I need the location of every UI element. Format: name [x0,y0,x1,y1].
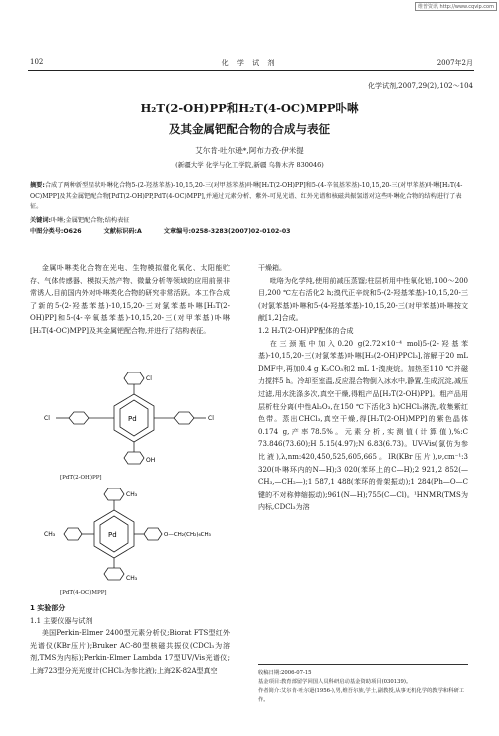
struct1-metal: Pd [128,415,137,423]
synthesis-paragraph: 在三颈瓶中加入0.20 g(2.72×10⁻⁴ mol)5-(2-羟基苯基)-10,15,20-三(对氯苯基)卟啉[H₂(2-OH)PPCl₃],溶解于20 mL DMF中,再加0.4 g K₂CO₃和2 mL 1-溴庚烷。加热至110 ℃并磁力搅拌5 h。冷却至室温,反应混合物倒入冰水中,静置,生成沉淀,减压过滤,用水洗涤多次,真空干燥,得粗产品[H₂T(2-OH)PP]。粗产品用层析柱分离(中性Al₂O₃,在150 ℃下活化3 h)CHCl₃淋洗,收集紫红色带。蒸出CHCl₃,真空干燥,得[H₂T(2-OH)MPP]的紫色晶体0.174 g,产率78.5%。元素分析,实测值(计算值),%:C 73.846(73.60);H 5.15(4.97);N 6.83(6.73)。UV-Vis(氯仿为参比液),λ,nm:420,450,525,605,665。IR(KBr压片),ν,cm⁻¹:3 320(卟啉环内的N—H);3 020(苯环上的C—H);2 921,2 852(—CH₃,—CH₂—);1 587,1 488(苯环的骨架振动);1 284(Ph—O—C键的不对称伸缩振动);961(N—H);755(C—Cl)。¹HNMR(TMS为内标,CDCl₃为溶 [258,339,468,512]
fund-info: 基金项目:教育部留学回国人员科研启动基金资助项目(030139)。 [258,679,412,685]
affiliation: (新疆大学 化学与化工学院,新疆 乌鲁木齐 830046) [175,161,324,169]
keywords [30,215,129,224]
header-rule [28,70,474,71]
struct2-label: [PdT(4-OC)MPP] [60,590,107,596]
abstract [30,181,470,213]
reagents-paragraph: 吡咯为化学纯,使用前减压蒸馏;柱层析用中性氧化铝,100～200目,200 ℃左右活化2 h;溴代正辛烷和5-(2-羟基苯基)-10,15,20-三(对氯苯基)卟啉和5-(4-羟基苯基)-10,15,20-三(对甲苯基)卟啉按文献[1,2]合成。 [258,276,468,323]
classification [30,226,470,235]
struct1-label: [PdT(2-OH)PP] [60,475,102,481]
footnote [258,664,468,705]
authors: 艾尔肯·吐尔逊*,阿布力孜·伊米提 [195,146,304,155]
experimental-section [30,602,230,678]
document-code: 文献标识码:A [103,228,142,235]
keywords-text: 卟啉;金属钯配合物;结构表征 [51,217,130,224]
struct2-sub-bottom: CH₃ [126,575,138,582]
struct1-sub-left: Cl [44,415,50,422]
struct1-phenol: OH [146,457,156,464]
struct1-sub-top: Cl [146,375,152,382]
section-1-heading: 1 实验部分 [30,604,66,612]
watermark: 维普资讯 http://www.cqvip.com [415,2,497,11]
right-para-1: 干燥箱。 [258,264,286,272]
journal-name: 化 学 试 剂 [221,59,278,67]
struct1-sub-right: Cl [208,415,214,422]
intro-paragraph: 金属卟啉类化合物在光电、生物模拟催化氧化、太阳能贮存、气体传感器、模拟天然产物、微量分析等领域的应用前景非常诱人,目前国内外对卟啉类化合物的研究非常活跃。本工作合成了新的5-(2-羟基苯基)-10,15,20-三对氯苯基卟啉[H₂T(2-OH)PP]和5-(4-辛氧基苯基)-10,15,20-三(对甲苯基)卟啉[H₂T(4-OC)MPP]及其金属钯配合物,并进行了结构表征。 [30,264,230,335]
abstract-text: 合成了两种新型星状卟啉化合物5-(2-羟基苯基)-10,15,20-三(对甲基苯基)卟啉[H₂T(2-OH)PP]和5-(4-辛氧基苯基)-10,15,20-三(对甲苯基)卟啉[H₂T(4-OC)MPP]及其金属钯配合物[PdT(2-OH)PP,PdT(4-OC)MPP],并通过元素分析、紫外-可见光谱、红外光谱和核磁共振氢谱对这些卟啉化合物的结构进行了表征。 [30,182,463,210]
received-date: 收稿日期:2006-07-15 [258,670,312,676]
instruments-paragraph: 美国Perkin-Elmer 2400型元素分析仪;Biorat FTS型红外光谱仪(KBr压片);Bruker AC-80型核磁共振仪(CDCl₃为溶剂,TMS为内标);Perkin-Elmer Lambda 17型UV/Vis光谱仪;上海723型分光光度计(CHCl₃为参比液);上海2K-82A型真空 [30,629,230,675]
clc-number: 中图分类号:O626 [30,228,82,235]
keywords-label: 关键词: [30,217,52,224]
article-number: 文章编号:0258-3283(2007)02-0102-03 [163,228,291,235]
struct2-sub-left: CH₃ [44,531,56,538]
right-column [258,262,468,514]
page-number: 102 [30,58,44,66]
section-1-2-heading: 1.2 H₂T(2-OH)PP配体的合成 [258,326,354,335]
abstract-label: 摘要: [30,182,45,189]
structure-pdt-4-oc-mpp [44,488,224,588]
title-line-1: H₂T(2-OH)PP和H₂T(4-OC)MPP卟啉 [140,101,359,115]
structure-pdt-2-oh-pp [44,372,224,472]
struct2-alkoxy: O—CH₂(CH₂)₆CH₃ [164,532,211,538]
issue-date: 2007年2月 [436,59,473,67]
author-bio: 作者简介:艾尔肯·吐尔逊(1956-),男,维吾尔族,学士,副教授,从事无机化学的教学和科研工作。 [258,688,465,703]
title-line-2: 及其金属钯配合物的合成与表征 [169,122,330,136]
left-column [30,262,230,338]
citation: 化学试剂,2007,29(2),102～104 [367,82,473,90]
section-1-1-heading: 1.1 主要仪器与试剂 [30,616,93,625]
struct2-metal: Pd [108,531,117,539]
struct2-sub-top: CH₃ [126,491,138,498]
